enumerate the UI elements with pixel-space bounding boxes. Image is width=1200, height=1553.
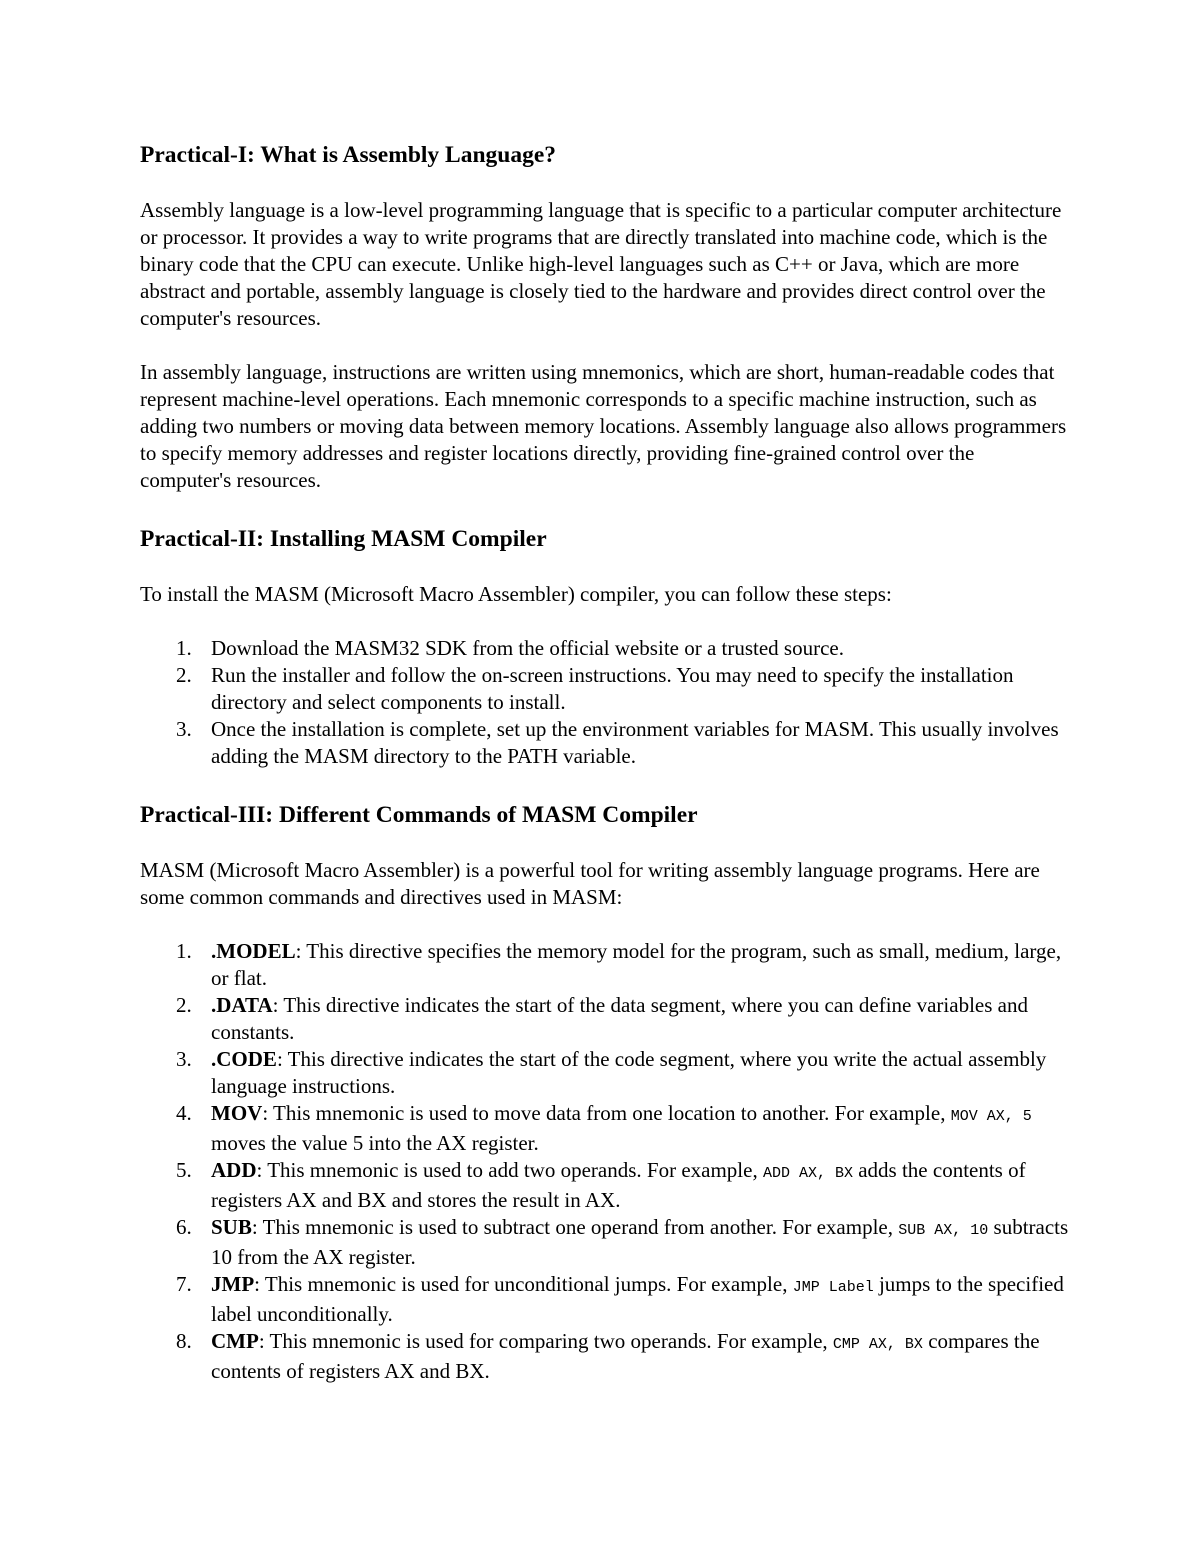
list-item-text: : This mnemonic is used to move data from one location to another. For example, — [262, 1101, 951, 1125]
command-term: SUB — [211, 1215, 252, 1239]
list-item-text: Download the MASM32 SDK from the official website or a trusted source. — [211, 636, 844, 660]
list-item-text-after: jumps to the specified label unconditionally. — [211, 1272, 1064, 1326]
command-term: .MODEL — [211, 939, 296, 963]
list-number: 8. — [176, 1329, 192, 1353]
code-example: MOV AX, 5 — [950, 1108, 1032, 1125]
command-term: MOV — [211, 1101, 263, 1125]
section1-paragraph-2: In assembly language, instructions are written using mnemonics, which are short, human-readable codes that represent machine-level operations. Each mnemonic corresponds to a specific machine instruction, such as adding two numbers or moving data between memory locations. Assembly language also allows programmers to specify memory addresses and register locations directly, providing fine-grained control over the computer's resources. — [140, 360, 1067, 492]
list-number: 3. — [176, 1047, 192, 1071]
list-item — [140, 1271, 1070, 1328]
command-term: .DATA — [211, 993, 273, 1017]
list-number: 1. — [176, 939, 192, 963]
command-term: ADD — [211, 1158, 257, 1182]
list-number: 2. — [176, 663, 192, 687]
list-number: 3. — [176, 717, 192, 741]
install-steps-list — [140, 635, 1070, 770]
list-item — [140, 1046, 1070, 1100]
list-item — [140, 635, 1070, 662]
code-example: JMP Label — [792, 1279, 874, 1296]
code-example: ADD AX, BX — [762, 1165, 853, 1182]
list-item-text: : This mnemonic is used for comparing two operands. For example, — [258, 1329, 833, 1353]
list-item-text: : This mnemonic is used for unconditional jumps. For example, — [254, 1272, 793, 1296]
list-number: 7. — [176, 1272, 192, 1296]
list-number: 5. — [176, 1158, 192, 1182]
document-page — [140, 140, 1070, 1385]
list-item-text: : This directive specifies the memory model for the program, such as small, medium, large, or flat. — [211, 939, 1062, 990]
list-item — [140, 992, 1070, 1046]
code-example: SUB AX, 10 — [898, 1222, 989, 1239]
command-term: .CODE — [211, 1047, 277, 1071]
list-item-text: : This directive indicates the start of the data segment, where you can define variables and constants. — [211, 993, 1028, 1044]
list-number: 1. — [176, 636, 192, 660]
list-item-text: Run the installer and follow the on-screen instructions. You may need to specify the installation directory and select components to install. — [211, 663, 1014, 714]
section2-intro: To install the MASM (Microsoft Macro Assembler) compiler, you can follow these steps: — [140, 582, 892, 606]
list-item-text-after: subtracts 10 from the AX register. — [211, 1215, 1069, 1269]
list-item — [140, 662, 1070, 716]
section1-paragraph-1: Assembly language is a low-level programming language that is specific to a particular computer architecture or processor. It provides a way to write programs that are directly translated into machine code, which is the binary code that the CPU can execute. Unlike high-level languages such as C++ or Java, which are more abstract and portable, assembly language is closely tied to the hardware and provides direct control over the computer's resources. — [140, 198, 1062, 330]
list-item-text: : This directive indicates the start of the code segment, where you write the actual assembly language instructions. — [211, 1047, 1047, 1098]
list-item — [140, 938, 1070, 992]
list-item-text-after: moves the value 5 into the AX register. — [211, 1131, 539, 1155]
list-item-text: : This mnemonic is used to add two operands. For example, — [256, 1158, 763, 1182]
list-item — [140, 1157, 1070, 1214]
section3-heading: Practical-III: Different Commands of MASM Compiler — [140, 802, 698, 828]
section2-heading: Practical-II: Installing MASM Compiler — [140, 526, 547, 552]
list-number: 6. — [176, 1215, 192, 1239]
list-item-text-after: adds the contents of registers AX and BX and stores the result in AX. — [211, 1158, 1026, 1212]
list-item-text: : This mnemonic is used to subtract one operand from another. For example, — [251, 1215, 899, 1239]
masm-commands-list — [140, 938, 1070, 1385]
section1-heading: Practical-I: What is Assembly Language? — [140, 142, 557, 168]
section3-intro: MASM (Microsoft Macro Assembler) is a powerful tool for writing assembly language programs. Here are some common commands and directives used in MASM: — [140, 858, 1040, 909]
list-item-text: Once the installation is complete, set up the environment variables for MASM. This usually involves adding the MASM directory to the PATH variable. — [211, 717, 1059, 768]
command-term: CMP — [211, 1329, 259, 1353]
command-term: JMP — [211, 1272, 255, 1296]
list-item — [140, 716, 1070, 770]
list-item-text-after: compares the contents of registers AX and BX. — [211, 1329, 1040, 1383]
list-item — [140, 1214, 1070, 1271]
list-number: 2. — [176, 993, 192, 1017]
list-number: 4. — [176, 1101, 192, 1125]
code-example: CMP AX, BX — [832, 1336, 923, 1353]
list-item — [140, 1328, 1070, 1385]
list-item — [140, 1100, 1070, 1157]
